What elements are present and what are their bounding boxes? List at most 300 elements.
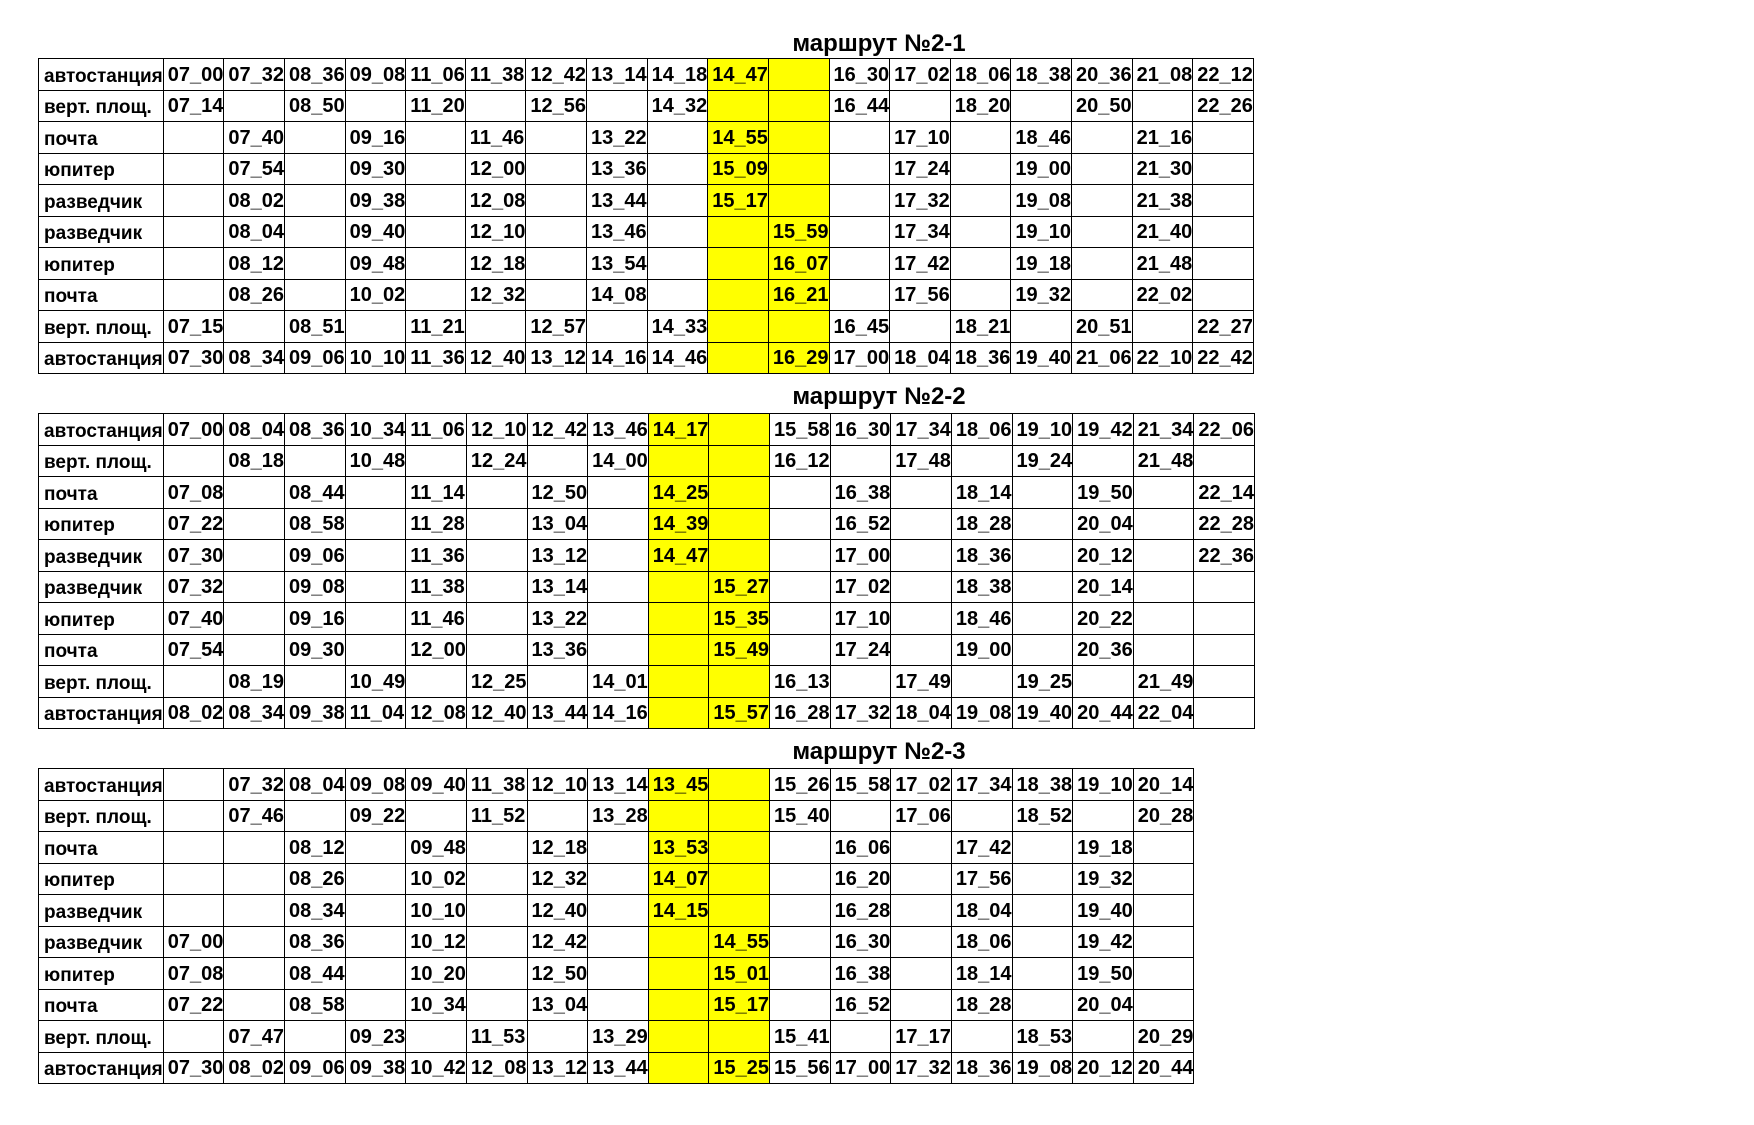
time-cell [224, 311, 285, 343]
stop-name-cell: почта [39, 477, 164, 509]
time-cell [1133, 958, 1194, 990]
time-cell [830, 800, 891, 832]
time-cell: 09_16 [345, 122, 406, 154]
time-cell: 13_36 [587, 153, 648, 185]
time-cell: 11_46 [406, 603, 467, 635]
time-cell: 18_20 [950, 90, 1011, 122]
time-cell [648, 571, 709, 603]
time-cell [588, 634, 649, 666]
time-cell [1194, 571, 1255, 603]
time-cell [163, 1021, 224, 1053]
time-cell [465, 311, 526, 343]
time-cell: 20_14 [1133, 769, 1194, 801]
time-cell: 14_16 [588, 697, 649, 729]
time-cell: 19_40 [1012, 697, 1073, 729]
time-cell: 18_06 [951, 926, 1012, 958]
time-cell: 07_30 [163, 1052, 224, 1084]
time-cell [950, 216, 1011, 248]
time-cell: 15_49 [709, 634, 770, 666]
time-cell: 15_56 [770, 1052, 831, 1084]
time-cell [1193, 153, 1254, 185]
time-cell [647, 153, 708, 185]
time-cell: 15_59 [768, 216, 829, 248]
time-cell [1133, 634, 1194, 666]
timetable [38, 768, 1194, 1084]
time-cell [224, 603, 285, 635]
stop-name-cell: верт. площ. [39, 445, 164, 477]
stop-name-cell: верт. площ. [39, 311, 164, 343]
table-row [39, 832, 1194, 864]
time-cell: 20_12 [1073, 1052, 1134, 1084]
time-cell [951, 445, 1012, 477]
time-cell: 19_18 [1011, 248, 1072, 280]
stop-name-cell: почта [39, 634, 164, 666]
time-cell: 07_08 [163, 958, 224, 990]
time-cell [829, 279, 890, 311]
time-cell [648, 989, 709, 1021]
time-cell [829, 248, 890, 280]
time-cell: 21_16 [1132, 122, 1193, 154]
time-cell [466, 989, 527, 1021]
time-cell: 12_32 [465, 279, 526, 311]
stop-name-cell: разведчик [39, 895, 164, 927]
stop-name-cell: верт. площ. [39, 1021, 164, 1053]
stop-name-cell: верт. площ. [39, 800, 164, 832]
time-cell: 09_06 [285, 1052, 346, 1084]
time-cell: 18_46 [1011, 122, 1072, 154]
time-cell [527, 445, 588, 477]
time-cell: 10_49 [345, 666, 406, 698]
time-cell [1073, 800, 1134, 832]
time-cell: 16_21 [768, 279, 829, 311]
time-cell [406, 445, 467, 477]
time-cell [163, 445, 224, 477]
time-cell: 12_57 [526, 311, 587, 343]
time-cell: 15_17 [709, 989, 770, 1021]
time-cell: 13_12 [526, 342, 587, 374]
time-cell [1133, 926, 1194, 958]
time-cell: 13_36 [527, 634, 588, 666]
time-cell: 10_34 [345, 414, 406, 446]
timetable [38, 413, 1255, 729]
time-cell: 09_38 [345, 185, 406, 217]
time-cell: 19_25 [1012, 666, 1073, 698]
time-cell: 18_14 [951, 477, 1012, 509]
time-cell [951, 800, 1012, 832]
table-row [39, 958, 1194, 990]
time-cell: 15_41 [770, 1021, 831, 1053]
time-cell: 08_34 [285, 895, 346, 927]
time-cell: 16_30 [829, 59, 890, 91]
time-cell: 09_08 [285, 571, 346, 603]
time-cell [1012, 571, 1073, 603]
time-cell: 17_24 [890, 153, 951, 185]
time-cell: 08_36 [285, 414, 346, 446]
time-cell: 07_08 [163, 477, 224, 509]
table-row [39, 666, 1255, 698]
time-cell: 14_47 [648, 540, 709, 572]
time-cell: 22_02 [1132, 279, 1193, 311]
stop-name-cell: разведчик [39, 571, 164, 603]
time-cell: 13_44 [527, 697, 588, 729]
time-cell [163, 153, 224, 185]
time-cell [1133, 863, 1194, 895]
time-cell [285, 666, 346, 698]
time-cell: 21_34 [1133, 414, 1194, 446]
time-cell: 20_04 [1073, 508, 1134, 540]
time-cell: 08_19 [224, 666, 285, 698]
time-cell: 08_04 [285, 769, 346, 801]
time-cell [1194, 445, 1255, 477]
time-cell: 14_39 [648, 508, 709, 540]
time-cell: 12_00 [406, 634, 467, 666]
table-row [39, 634, 1255, 666]
time-cell: 09_38 [345, 1052, 406, 1084]
time-cell: 16_30 [830, 926, 891, 958]
time-cell: 18_06 [951, 414, 1012, 446]
time-cell: 07_32 [224, 59, 285, 91]
time-cell: 11_53 [466, 1021, 527, 1053]
time-cell [950, 279, 1011, 311]
time-cell [829, 216, 890, 248]
time-cell: 10_42 [406, 1052, 467, 1084]
table-row [39, 90, 1254, 122]
time-cell [709, 414, 770, 446]
time-cell: 12_10 [465, 216, 526, 248]
time-cell: 17_48 [891, 445, 952, 477]
time-cell [1132, 90, 1193, 122]
time-cell: 14_01 [588, 666, 649, 698]
time-cell [950, 248, 1011, 280]
time-cell: 16_44 [829, 90, 890, 122]
time-cell [224, 634, 285, 666]
time-cell: 10_12 [406, 926, 467, 958]
time-cell [345, 863, 406, 895]
time-cell [406, 1021, 467, 1053]
time-cell: 12_56 [526, 90, 587, 122]
time-cell: 08_02 [224, 1052, 285, 1084]
time-cell [224, 832, 285, 864]
time-cell [285, 1021, 346, 1053]
time-cell [1194, 666, 1255, 698]
table-row [39, 1021, 1194, 1053]
time-cell [1193, 279, 1254, 311]
time-cell: 16_28 [830, 895, 891, 927]
time-cell [587, 311, 648, 343]
time-cell: 18_14 [951, 958, 1012, 990]
time-cell: 17_06 [891, 800, 952, 832]
time-cell: 12_32 [527, 863, 588, 895]
stop-name-cell: автостанция [39, 769, 164, 801]
table-row [39, 603, 1255, 635]
time-cell [588, 863, 649, 895]
time-cell [1012, 634, 1073, 666]
time-cell: 13_12 [527, 1052, 588, 1084]
table-row [39, 508, 1255, 540]
time-cell: 08_12 [224, 248, 285, 280]
time-cell [526, 185, 587, 217]
time-cell [526, 122, 587, 154]
time-cell: 08_36 [285, 59, 346, 91]
time-cell: 08_58 [285, 508, 346, 540]
time-cell [770, 863, 831, 895]
time-cell [285, 216, 346, 248]
time-cell: 17_02 [891, 769, 952, 801]
time-cell: 12_10 [466, 414, 527, 446]
time-cell: 08_58 [285, 989, 346, 1021]
table-row [39, 571, 1255, 603]
time-cell [891, 477, 952, 509]
stop-name-cell: разведчик [39, 926, 164, 958]
time-cell: 18_04 [891, 697, 952, 729]
time-cell: 11_04 [345, 697, 406, 729]
time-cell [526, 216, 587, 248]
time-cell: 11_06 [406, 59, 466, 91]
time-cell [768, 90, 829, 122]
time-cell: 16_38 [830, 477, 891, 509]
time-cell: 15_35 [709, 603, 770, 635]
time-cell: 15_27 [709, 571, 770, 603]
time-cell: 07_30 [163, 342, 224, 374]
time-cell [1012, 603, 1073, 635]
table-row [39, 153, 1254, 185]
time-cell: 17_17 [891, 1021, 952, 1053]
time-cell: 16_45 [829, 311, 890, 343]
time-cell [466, 477, 527, 509]
time-cell: 07_22 [163, 508, 224, 540]
time-cell [891, 989, 952, 1021]
time-cell: 08_26 [285, 863, 346, 895]
time-cell [891, 863, 952, 895]
time-cell: 18_04 [890, 342, 951, 374]
time-cell: 09_30 [345, 153, 406, 185]
time-cell: 11_06 [406, 414, 467, 446]
time-cell [709, 508, 770, 540]
time-cell [891, 634, 952, 666]
route-title: маршрут №2-3 [792, 738, 966, 765]
time-cell [770, 571, 831, 603]
time-cell: 16_20 [830, 863, 891, 895]
time-cell [768, 153, 829, 185]
time-cell: 16_06 [830, 832, 891, 864]
stop-name-cell: почта [39, 279, 164, 311]
time-cell [709, 445, 770, 477]
time-cell: 19_00 [1011, 153, 1072, 185]
time-cell: 22_36 [1194, 540, 1255, 572]
time-cell: 08_02 [163, 697, 224, 729]
stop-name-cell: автостанция [39, 59, 164, 91]
time-cell: 12_08 [406, 697, 467, 729]
time-cell [708, 216, 769, 248]
table-row [39, 185, 1254, 217]
time-cell [224, 926, 285, 958]
stop-name-cell: юпитер [39, 863, 164, 895]
time-cell [224, 571, 285, 603]
time-cell [829, 122, 890, 154]
table-row [39, 122, 1254, 154]
time-cell: 15_09 [708, 153, 769, 185]
time-cell [345, 571, 406, 603]
time-cell: 15_40 [770, 800, 831, 832]
time-cell: 20_36 [1073, 634, 1134, 666]
time-cell: 15_58 [770, 414, 831, 446]
time-cell: 08_44 [285, 477, 346, 509]
time-cell: 19_10 [1011, 216, 1072, 248]
time-cell [1072, 248, 1133, 280]
time-cell [891, 832, 952, 864]
time-cell [1072, 122, 1133, 154]
time-cell: 11_38 [465, 59, 526, 91]
time-cell: 21_30 [1132, 153, 1193, 185]
time-cell [285, 185, 346, 217]
time-cell [1133, 603, 1194, 635]
time-cell [285, 248, 346, 280]
time-cell: 19_40 [1073, 895, 1134, 927]
time-cell: 17_10 [890, 122, 951, 154]
time-cell [466, 895, 527, 927]
time-cell: 22_12 [1193, 59, 1254, 91]
time-cell: 20_22 [1073, 603, 1134, 635]
time-cell [163, 279, 224, 311]
time-cell [708, 248, 769, 280]
time-cell [527, 1021, 588, 1053]
time-cell: 13_14 [527, 571, 588, 603]
time-cell [770, 603, 831, 635]
time-cell: 17_24 [830, 634, 891, 666]
timetable [38, 58, 1254, 374]
time-cell: 19_08 [1012, 1052, 1073, 1084]
time-cell: 15_26 [770, 769, 831, 801]
time-cell: 17_34 [951, 769, 1012, 801]
time-cell: 18_36 [951, 1052, 1012, 1084]
time-cell: 14_17 [648, 414, 709, 446]
time-cell: 11_36 [406, 342, 466, 374]
time-cell [466, 540, 527, 572]
time-cell: 17_42 [890, 248, 951, 280]
time-cell [890, 311, 951, 343]
time-cell [345, 311, 406, 343]
table-row [39, 342, 1254, 374]
table-row [39, 445, 1255, 477]
time-cell [345, 634, 406, 666]
time-cell: 12_42 [527, 414, 588, 446]
time-cell: 21_48 [1132, 248, 1193, 280]
time-cell [770, 989, 831, 1021]
time-cell [890, 90, 951, 122]
time-cell: 09_06 [285, 540, 346, 572]
time-cell: 18_28 [951, 508, 1012, 540]
time-cell [950, 185, 1011, 217]
stop-name-cell: разведчик [39, 540, 164, 572]
time-cell [1072, 216, 1133, 248]
time-cell [709, 477, 770, 509]
time-cell: 10_34 [406, 989, 467, 1021]
time-cell: 15_58 [830, 769, 891, 801]
time-cell: 12_18 [527, 832, 588, 864]
time-cell: 08_34 [224, 342, 285, 374]
time-cell: 17_42 [951, 832, 1012, 864]
time-cell: 20_50 [1072, 90, 1133, 122]
time-cell [1012, 508, 1073, 540]
time-cell [466, 832, 527, 864]
time-cell [163, 666, 224, 698]
time-cell: 08_18 [224, 445, 285, 477]
time-cell [224, 508, 285, 540]
time-cell: 14_55 [709, 926, 770, 958]
time-cell [466, 603, 527, 635]
time-cell [1072, 153, 1133, 185]
time-cell [1012, 863, 1073, 895]
time-cell [588, 477, 649, 509]
table-row [39, 59, 1254, 91]
time-cell: 10_10 [406, 895, 467, 927]
time-cell: 07_54 [224, 153, 285, 185]
time-cell: 09_48 [345, 248, 406, 280]
time-cell: 15_17 [708, 185, 769, 217]
time-cell [647, 248, 708, 280]
time-cell: 11_38 [466, 769, 527, 801]
time-cell [224, 477, 285, 509]
time-cell [1012, 540, 1073, 572]
time-cell: 12_10 [527, 769, 588, 801]
time-cell: 09_30 [285, 634, 346, 666]
time-cell: 11_38 [406, 571, 467, 603]
time-cell: 18_36 [951, 540, 1012, 572]
time-cell [587, 90, 648, 122]
time-cell [891, 603, 952, 635]
stop-name-cell: автостанция [39, 342, 164, 374]
time-cell [527, 666, 588, 698]
time-cell [709, 540, 770, 572]
time-cell [1073, 445, 1134, 477]
table-row [39, 697, 1255, 729]
time-cell [345, 895, 406, 927]
table-row [39, 279, 1254, 311]
time-cell: 16_12 [770, 445, 831, 477]
time-cell: 13_44 [588, 1052, 649, 1084]
time-cell [588, 895, 649, 927]
time-cell [1133, 477, 1194, 509]
table-row [39, 863, 1194, 895]
time-cell: 07_46 [224, 800, 285, 832]
time-cell: 12_08 [465, 185, 526, 217]
time-cell: 19_50 [1073, 958, 1134, 990]
stop-name-cell: автостанция [39, 414, 164, 446]
time-cell [345, 926, 406, 958]
time-cell: 07_22 [163, 989, 224, 1021]
time-cell [709, 666, 770, 698]
time-cell [224, 90, 285, 122]
time-cell: 20_44 [1133, 1052, 1194, 1084]
time-cell: 09_08 [345, 769, 406, 801]
time-cell [588, 508, 649, 540]
time-cell: 14_55 [708, 122, 769, 154]
time-cell: 07_32 [224, 769, 285, 801]
time-cell [648, 958, 709, 990]
time-cell [465, 90, 526, 122]
table-row [39, 926, 1194, 958]
time-cell: 22_27 [1193, 311, 1254, 343]
time-cell [950, 122, 1011, 154]
time-cell: 18_21 [950, 311, 1011, 343]
time-cell: 07_54 [163, 634, 224, 666]
time-cell: 12_42 [526, 59, 587, 91]
time-cell [163, 216, 224, 248]
time-cell: 13_54 [587, 248, 648, 280]
time-cell [1012, 958, 1073, 990]
time-cell: 17_34 [891, 414, 952, 446]
time-cell [648, 445, 709, 477]
